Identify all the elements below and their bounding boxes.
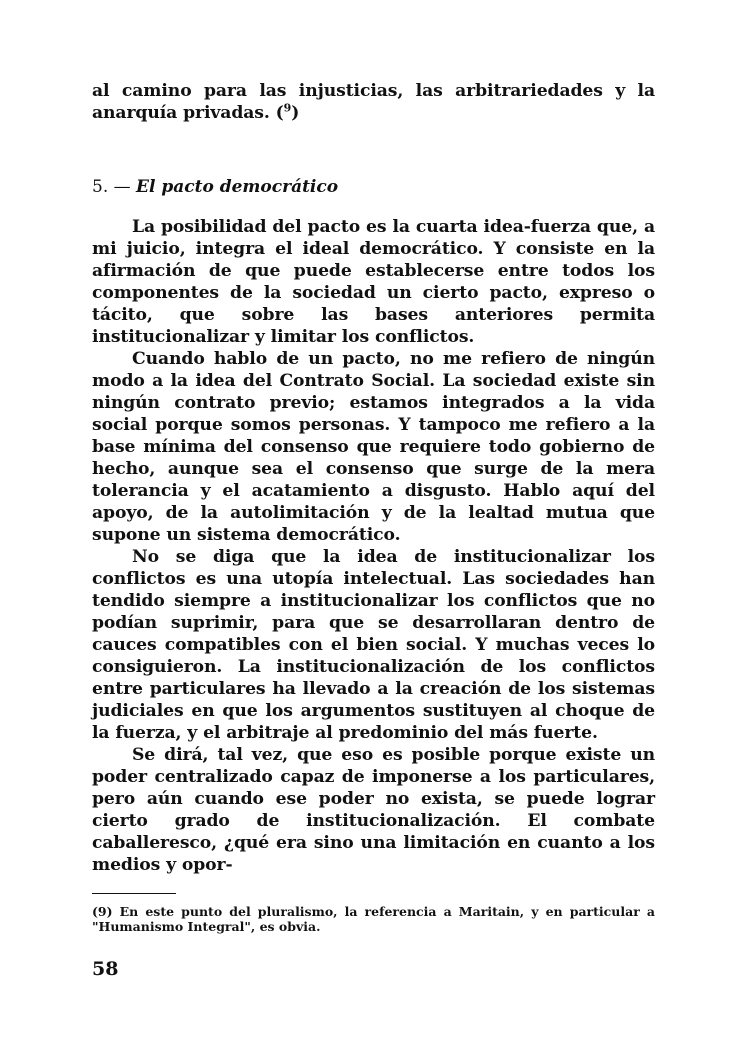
paragraph-2: Cuando hablo de un pacto, no me refiero de ningún modo a la idea del Contrato Social. La sociedad existe sin ningún contrato previo; estamos integrados a la vida social porque somos personas. Y tampoco me refiero a la base mínima del consenso que requiere todo gobierno de hecho, aunque sea el consenso que surge de la mera tolerancia y el acatamiento a disgusto. Hablo aquí del apoyo, de la autolimitación y de la lealtad mutua que supone un sistema democrático. [92,349,655,545]
continuation-text: al camino para las injusticias, las arbitrariedades y la anarquía privadas. [92,81,655,123]
page-number: 58 [92,958,119,980]
paragraph-1: La posibilidad del pacto es la cuarta idea-fuerza que, a mi juicio, integra el ideal democrático. Y consiste en la afirmación de que puede establecerse entre todos los componentes de la sociedad un cierto pacto, expreso o tácito, que sobre las bases anteriores permita institucionalizar y limitar los conflictos. [92,217,655,347]
footnote-ref-number: 9 [283,101,292,115]
page-body [92,80,655,876]
footnote: (9) En este punto del pluralismo, la referencia a Maritain, y en particular a "Humanismo Integral", es obvia. [92,904,655,934]
footnote-ref-open: ( [269,103,284,123]
footnote-divider [92,893,176,894]
paragraph-3: No se diga que la idea de institucionalizar los conflictos es una utopía intelectual. Las sociedades han tendido siempre a institucionalizar los conflictos que no podían suprimir, para que se desarrollaran dentro de cauces compatibles con el bien social. Y muchas veces lo consiguieron. La institucionalización de los conflictos entre particulares ha llevado a la creación de los sistemas judiciales en que los argumentos sustituyen al choque de la fuerza, y el arbitraje al predominio del más fuerte. [92,547,655,743]
footnote-ref-close: ) [291,103,300,123]
continuation-paragraph [92,80,655,124]
paragraph-4: Se dirá, tal vez, que eso es posible porque existe un poder centralizado capaz de imponerse a los particulares, pero aún cuando ese poder no exista, se puede lograr cierto grado de institucionalización. El combate caballeresco, ¿qué era sino una limitación en cuanto a los medios y opor- [92,745,655,875]
section-title: El pacto democrático [136,177,339,197]
section-heading [92,176,655,198]
section-number: 5. — [92,177,131,197]
